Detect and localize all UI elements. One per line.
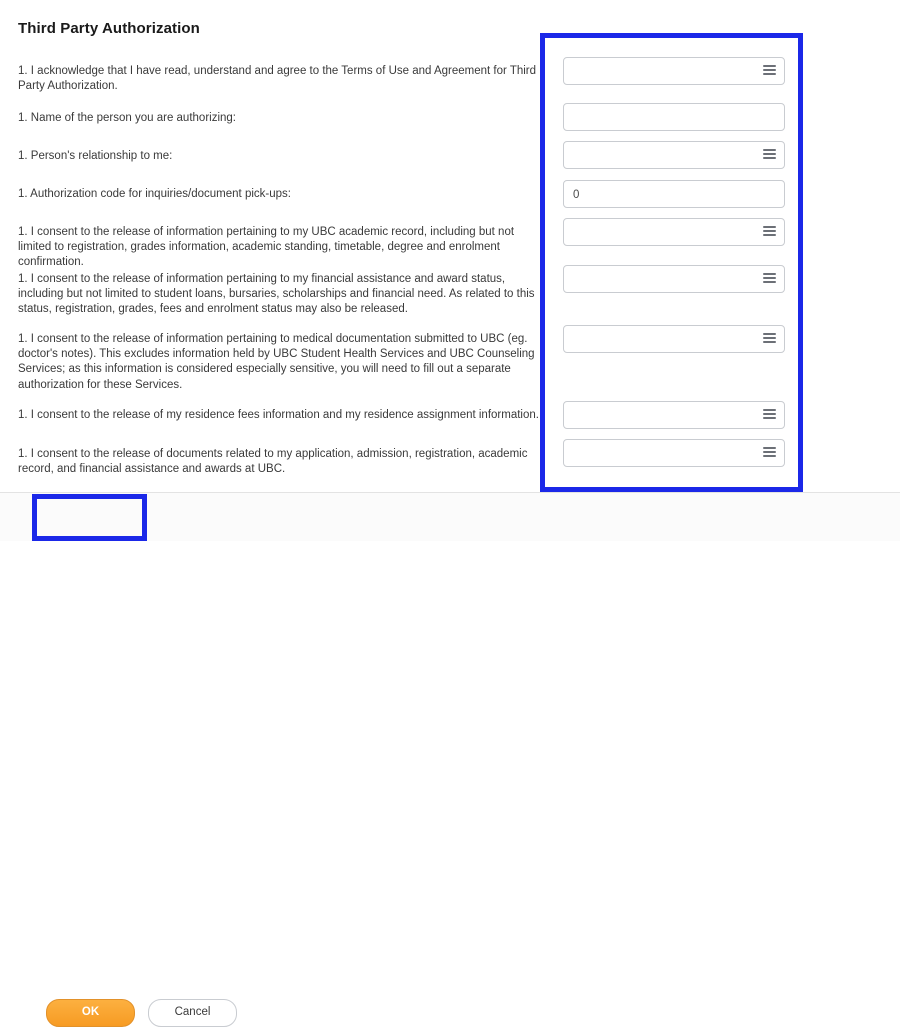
page-title: Third Party Authorization	[18, 20, 200, 37]
menu-icon[interactable]	[763, 226, 776, 239]
answer-field-1[interactable]	[563, 57, 785, 85]
menu-icon[interactable]	[763, 333, 776, 346]
ok-button[interactable]: OK	[46, 999, 135, 1027]
answer-field-2[interactable]	[563, 103, 785, 131]
menu-icon[interactable]	[763, 447, 776, 460]
question-text-8: 1. I consent to the release of my residence fees information and my residence assignment information.	[18, 409, 539, 421]
question-text-4: 1. Authorization code for inquiries/document pick-ups:	[18, 188, 291, 200]
question-text-5: 1. I consent to the release of information pertaining to my UBC academic record, including but not limited to registration, grades information, academic standing, timetable, degree and enrolment confirmation.	[18, 226, 515, 269]
footer-bar	[0, 493, 900, 1018]
answer-field-3[interactable]	[563, 141, 785, 169]
question-text-6: 1. I consent to the release of information pertaining to my financial assistance and award status, including but not limited to student loans, bursaries, scholarships and financial need. As related to this status, registration, grades, fees and enrolment status may also be released.	[18, 273, 535, 316]
answer-field-9[interactable]	[563, 439, 785, 467]
question-text-2: 1. Name of the person you are authorizing:	[18, 112, 236, 124]
answer-field-5[interactable]	[563, 218, 785, 246]
question-text-1: 1. I acknowledge that I have read, understand and agree to the Terms of Use and Agreement for Third Party Authorization.	[18, 65, 537, 93]
menu-icon[interactable]	[763, 273, 776, 286]
answer-field-4-value: 0	[573, 189, 580, 201]
question-text-3: 1. Person's relationship to me:	[18, 150, 173, 162]
menu-icon[interactable]	[763, 409, 776, 422]
question-text-7: 1. I consent to the release of information pertaining to medical documentation submitted to UBC (eg. doctor's notes). This excludes information held by UBC Student Health Services and UBC Counseling Services; as this information is considered especially sensitive, you will need to fill out a separate authorization for these Services.	[18, 333, 535, 391]
question-text-9: 1. I consent to the release of documents related to my application, admission, registration, academic record, and financial assistance and awards at UBC.	[18, 448, 528, 476]
answer-field-4[interactable]	[563, 180, 785, 208]
answer-field-7[interactable]	[563, 325, 785, 353]
menu-icon[interactable]	[763, 149, 776, 162]
cancel-button[interactable]: Cancel	[148, 999, 237, 1027]
answer-field-8[interactable]	[563, 401, 785, 429]
answer-field-6[interactable]	[563, 265, 785, 293]
menu-icon[interactable]	[763, 65, 776, 78]
